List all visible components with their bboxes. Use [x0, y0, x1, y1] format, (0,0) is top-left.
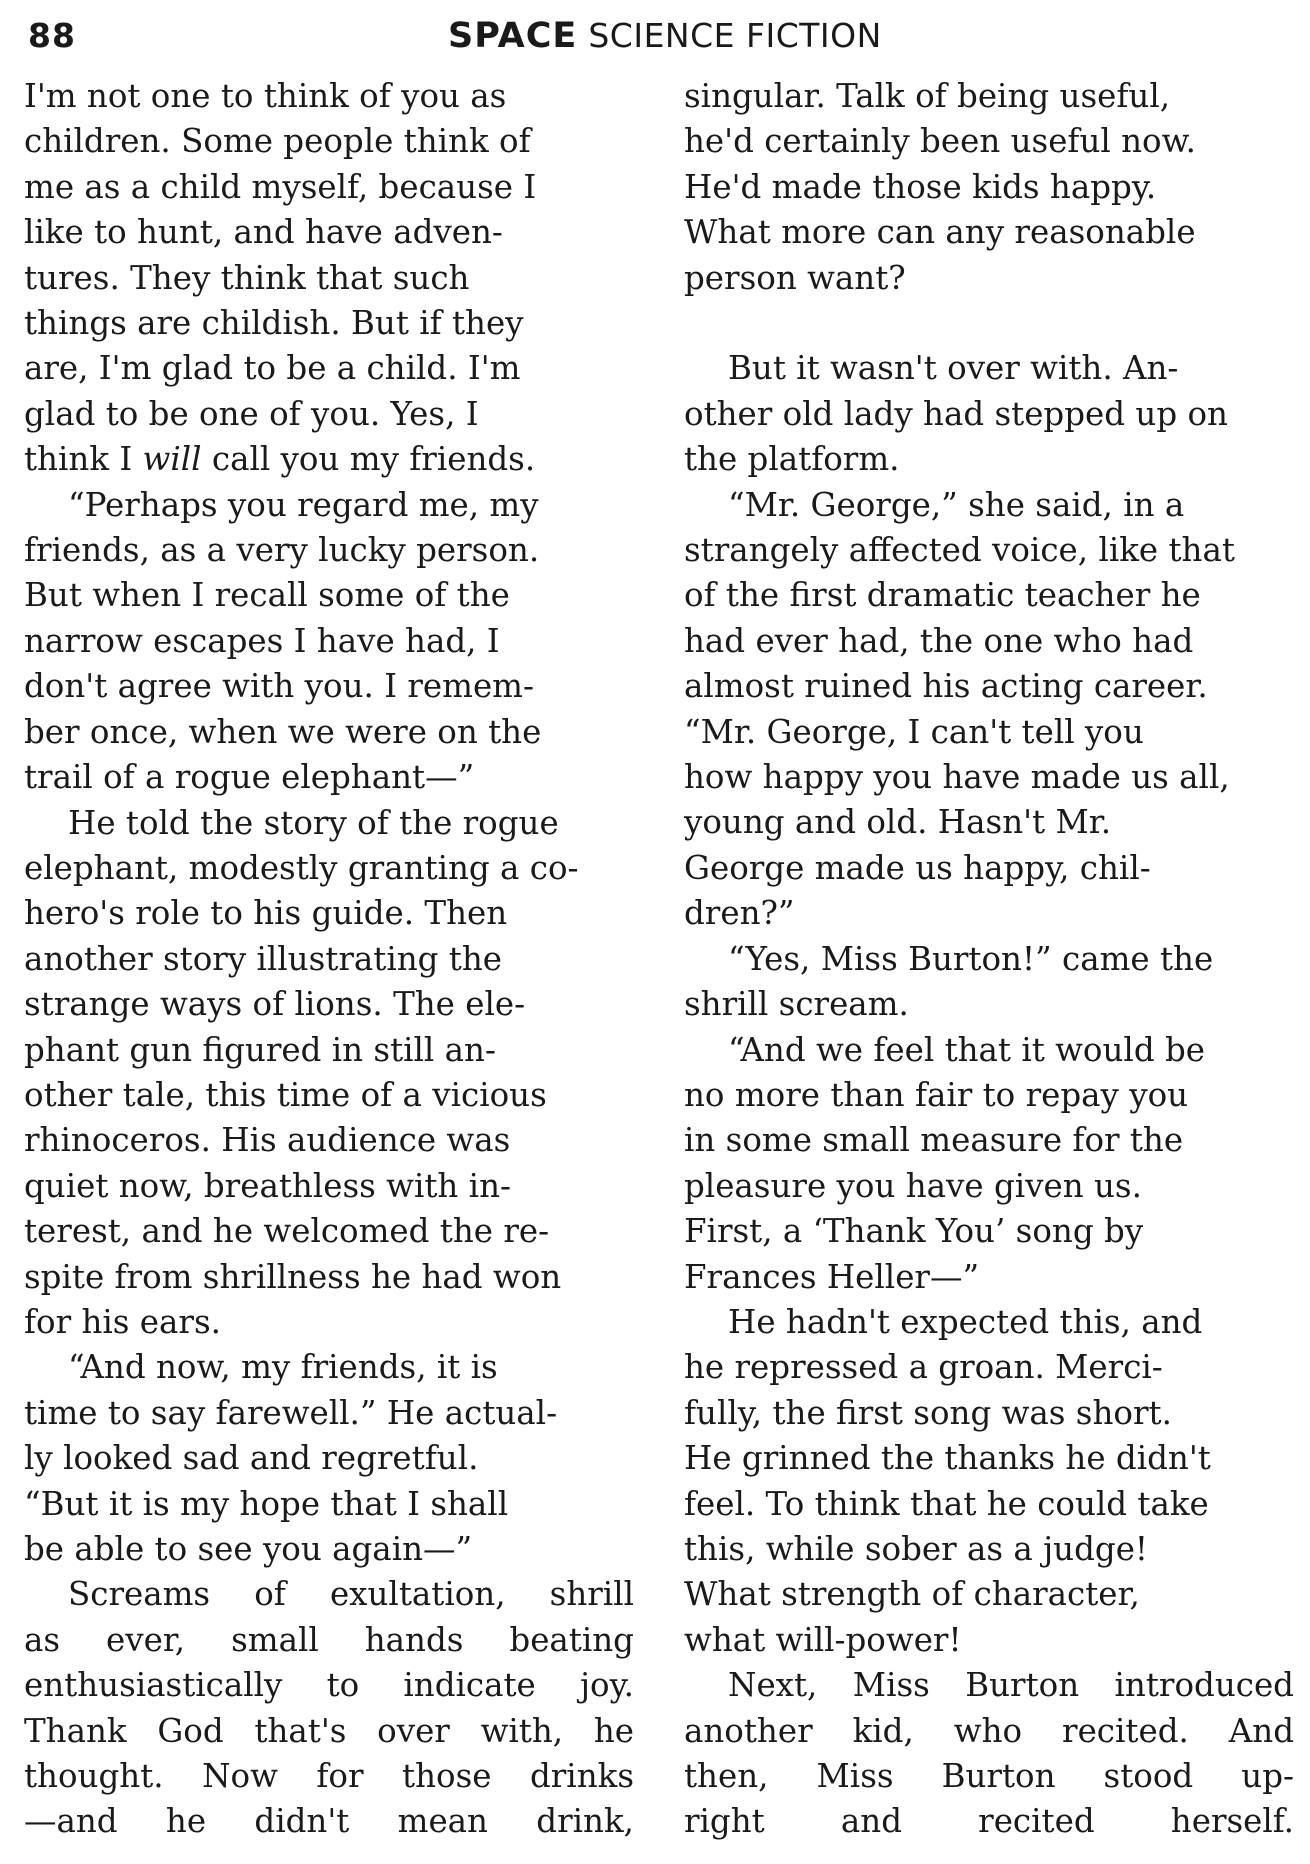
paragraph-tail: trail of a rogue elephant—”	[24, 758, 475, 797]
paragraph-tail	[24, 440, 535, 478]
paragraph-tail: be able to see you again—”	[24, 1530, 473, 1568]
text-line: strange ways of lions. The ele-	[24, 985, 526, 1024]
running-title	[448, 16, 882, 56]
text-line: “Mr. George, I can't tell you	[684, 712, 1144, 751]
text-line: phant gun figured in still an-	[24, 1030, 496, 1069]
text-line: What more can any reasonable	[684, 213, 1196, 252]
paragraph	[684, 74, 1294, 301]
text-line: no more than fair to repay you	[684, 1075, 1189, 1114]
text-line: other tale, this time of a vicious	[24, 1075, 547, 1114]
paragraph-tail: right and recited herself.	[684, 1802, 1294, 1841]
paragraph	[24, 483, 634, 801]
text-line: had ever had, the one who had	[684, 621, 1194, 660]
text-line: feel. To think that he could take	[684, 1484, 1209, 1523]
text-line: as ever, small hands beating	[24, 1620, 634, 1659]
paragraph	[684, 937, 1294, 1028]
paragraph-tail: —and he didn't mean drink,	[24, 1802, 634, 1841]
paragraph	[24, 74, 634, 483]
magazine-title-rest: SCIENCE FICTION	[588, 16, 882, 55]
text-line: But it wasn't over with. An-	[728, 349, 1179, 388]
text-line: narrow escapes I have had, I	[24, 621, 500, 660]
paragraph-tail: dren?”	[684, 894, 795, 933]
text-line: tures. They think that such	[24, 258, 470, 297]
text-line: friends, as a very lucky person.	[24, 531, 540, 570]
left-column	[24, 74, 634, 1845]
text-line: of the first dramatic teacher he	[684, 576, 1201, 615]
text-line: in some small measure for the	[684, 1121, 1184, 1160]
text-line: he'd certainly been useful now.	[684, 122, 1196, 161]
text-line: don't agree with you. I remem-	[24, 667, 534, 706]
page-header	[28, 14, 1292, 60]
text-line: this, while sober as a judge!	[684, 1529, 1148, 1568]
text-line: enthusiastically to indicate joy.	[24, 1666, 634, 1705]
text-line: things are childish. But if they	[24, 304, 524, 343]
text-line: me as a child myself, because I	[24, 167, 537, 206]
paragraph	[684, 346, 1294, 482]
text-line: other old lady had stepped up on	[684, 394, 1228, 433]
paragraph-tail: the platform.	[684, 440, 900, 479]
paragraph-tail: shrill scream.	[684, 985, 909, 1024]
text-line: he repressed a groan. Merci-	[684, 1348, 1163, 1387]
text-line: time to say farewell.” He actual-	[24, 1393, 558, 1432]
paragraph	[24, 1572, 634, 1844]
text-line: another story illustrating the	[24, 939, 503, 978]
text-line: “Mr. George,” she said, in a	[728, 485, 1185, 524]
text-line: then, Miss Burton stood up-	[684, 1757, 1294, 1796]
paragraph	[24, 801, 634, 1346]
tail-post: call you my friends.	[201, 440, 536, 479]
text-line: He grinned the thanks he didn't	[684, 1439, 1211, 1478]
paragraph-tail: person want?	[684, 258, 906, 297]
text-line: ber once, when we were on the	[24, 712, 542, 751]
text-line: Screams of exultation, shrill	[68, 1575, 634, 1614]
text-line: terest, and he welcomed the re-	[24, 1212, 550, 1251]
text-line: Next, Miss Burton introduced	[728, 1666, 1294, 1705]
text-line: singular. Talk of being useful,	[684, 77, 1171, 115]
paragraph-tail: what will-power!	[684, 1620, 962, 1659]
text-line: quiet now, breathless with in-	[24, 1166, 511, 1205]
text-line: ly looked sad and regretful.	[24, 1439, 479, 1478]
right-column	[684, 74, 1294, 1845]
paragraph	[684, 483, 1294, 937]
paragraph	[684, 1300, 1294, 1663]
text-line: But when I recall some of the	[24, 576, 510, 615]
text-line: “And now, my friends, it is	[68, 1348, 498, 1387]
paragraph	[24, 1345, 634, 1572]
text-line: strangely affected voice, like that	[684, 531, 1235, 570]
text-line: another kid, who recited. And	[684, 1711, 1294, 1750]
text-line: rhinoceros. His audience was	[24, 1121, 511, 1160]
text-line: “And we feel that it would be	[728, 1030, 1205, 1069]
text-line: First, a ‘Thank You’ song by	[684, 1212, 1144, 1251]
text-line: elephant, modestly granting a co-	[24, 848, 579, 887]
text-line: fully, the first song was short.	[684, 1393, 1172, 1432]
text-line: are, I'm glad to be a child. I'm	[24, 349, 521, 388]
paragraph	[684, 1028, 1294, 1300]
paragraph	[684, 1663, 1294, 1845]
text-line: hero's role to his guide. Then	[24, 894, 508, 933]
text-line: thought. Now for those drinks	[24, 1757, 634, 1796]
text-line: He'd made those kids happy.	[684, 167, 1157, 206]
text-line: pleasure you have given us.	[684, 1166, 1142, 1205]
text-line: how happy you have made us all,	[684, 758, 1230, 797]
text-line: Thank God that's over with, he	[24, 1711, 634, 1750]
text-line: George made us happy, chil-	[684, 848, 1151, 887]
text-line: like to hunt, and have adven-	[24, 213, 503, 252]
tail-emphasis: will	[142, 440, 202, 479]
text-line: I'm not one to think of you as	[24, 77, 507, 115]
text-line: He told the story of the rogue	[68, 803, 559, 842]
text-line: What strength of character,	[684, 1575, 1140, 1614]
text-line: young and old. Hasn't Mr.	[684, 803, 1112, 842]
text-line: “But it is my hope that I shall	[24, 1484, 509, 1523]
paragraph-tail: for his ears.	[24, 1302, 221, 1341]
paragraph-tail: Frances Heller—”	[684, 1257, 980, 1296]
text-line: children. Some people think of	[24, 122, 531, 161]
magazine-title-bold: SPACE	[448, 16, 578, 56]
page-number: 88	[28, 16, 76, 55]
tail-pre: think I	[24, 440, 143, 479]
text-line: glad to be one of you. Yes, I	[24, 394, 479, 433]
text-line: spite from shrillness he had won	[24, 1257, 562, 1296]
text-line: “Yes, Miss Burton!” came the	[728, 939, 1214, 978]
text-line: He hadn't expected this, and	[728, 1302, 1203, 1341]
text-line: almost ruined his acting career.	[684, 667, 1208, 706]
text-line: “Perhaps you regard me, my	[68, 485, 539, 524]
